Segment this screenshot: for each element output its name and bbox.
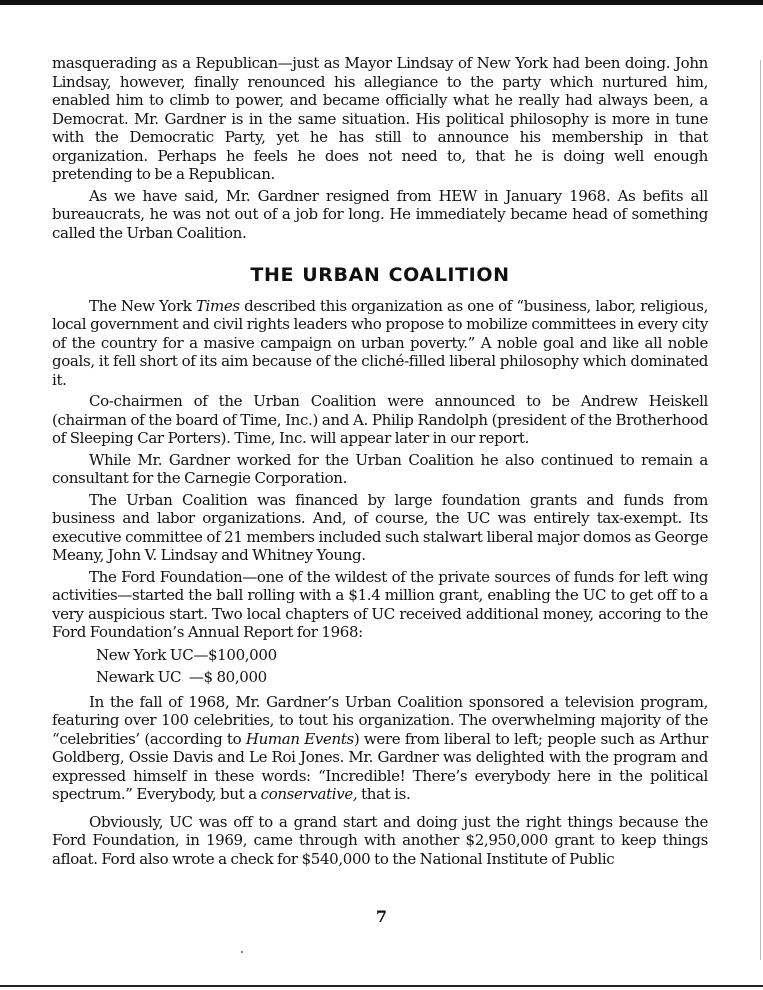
page-edge-line (760, 60, 761, 960)
paragraph (52, 54, 708, 184)
document-page (52, 54, 708, 871)
text-run: masquerading as a Republican—just as Mayor Lindsay of New York had been doing. John Lindsay, however, finally renounced his allegiance to the party which nurtured him, enabled him to climb to power, and became officially what he really had always been, a Democrat. Mr. Gardner is in the same situation. His political philosophy is more in tune with the Democratic Party, yet he has still to announce his membership in that organization. Perhaps he feels he does not need to, that he is doing well enough pretending to be a Republican. (52, 54, 708, 183)
paragraph (52, 297, 708, 390)
top-border-rule (0, 0, 763, 5)
text-run: The New York (89, 296, 196, 315)
grant-amount-line: New York UC—$100,000 (96, 645, 277, 664)
paragraph (52, 568, 708, 642)
text-run: While Mr. Gardner worked for the Urban Coalition he also continued to remain a consultant for the Carnegie Corporation. (52, 450, 708, 487)
paragraph (52, 451, 708, 488)
text-run: Obviously, UC was off to a grand start and doing just the right things because the Ford Foundation, in 1969, came through with another $2,950,000 grant to keep things afloat. Ford also wrote a check for $540,000 to the National Institute of Public (52, 812, 708, 868)
text-run: Co-chairmen of the Urban Coalition were announced to be Andrew Heiskell (chairman of the board of Time, Inc.) and A. Philip Randolph (president of the Brotherhood of Sleeping Car Porters). Time, Inc. will appear later in our report. (52, 392, 708, 447)
paragraph (52, 813, 708, 869)
text-run: As we have said, Mr. Gardner resigned from HEW in January 1968. As befits all bureaucrats, he was not out of a job for long. He immediately became head of something called the Urban Coalition. (52, 186, 708, 242)
grant-amount-line: Newark UC —$ 80,000 (96, 668, 267, 686)
text-run-italic: conservative, (260, 785, 358, 803)
text-run: In the fall of 1968, Mr. Gardner’s Urban Coalition sponsored a television program, featuring over 100 celebrities, to tout his organization. The overwhelming majority of the “celebrities’ (according to (52, 692, 708, 748)
print-speck (241, 951, 243, 953)
text-run-italic: Human Events (245, 729, 354, 748)
page-number: 7 (375, 907, 388, 926)
text-run: that is. (357, 785, 411, 803)
text-run: ) were from liberal to left; people such as Arthur Goldberg, Ossie Davis and Le Roi Jones. Mr. Gardner was delighted with the program and expressed himself in these words: “Incredible! There’s everybody here in the political spectrum.” Everybody, but a (52, 729, 708, 803)
paragraph (52, 187, 708, 243)
paragraph (52, 392, 708, 448)
bottom-border-rule (0, 985, 763, 987)
paragraph (52, 491, 708, 565)
text-run-italic: Times (195, 296, 240, 315)
text-run: described this organization as one of “business, labor, religious, local government and civil rights leaders who propose to mobilize committees in every city of the country for a masive campaign on urban poverty.” A noble goal and like all noble goals, it fell short of its aim because of the cliché-filled liberal philosophy which dominated it. (52, 296, 708, 389)
text-run: The Urban Coalition was financed by large foundation grants and funds from business and labor organizations. And, of course, the UC was entirely tax-exempt. Its executive committee of 21 members included such stalwart liberal major domos as George Meany, John V. Lindsay and Whitney Young. (52, 490, 708, 564)
paragraph (52, 693, 708, 804)
text-run: The Ford Foundation—one of the wildest of the private sources of funds for left wing activities—started the ball rolling with a $1.4 million grant, enabling the UC to get off to a very auspicious start. Two local chapters of UC received additional money, accoring to the Ford Foundation’s Annual Report for 1968: (52, 567, 708, 641)
section-heading: THE URBAN COALITION (250, 264, 510, 286)
